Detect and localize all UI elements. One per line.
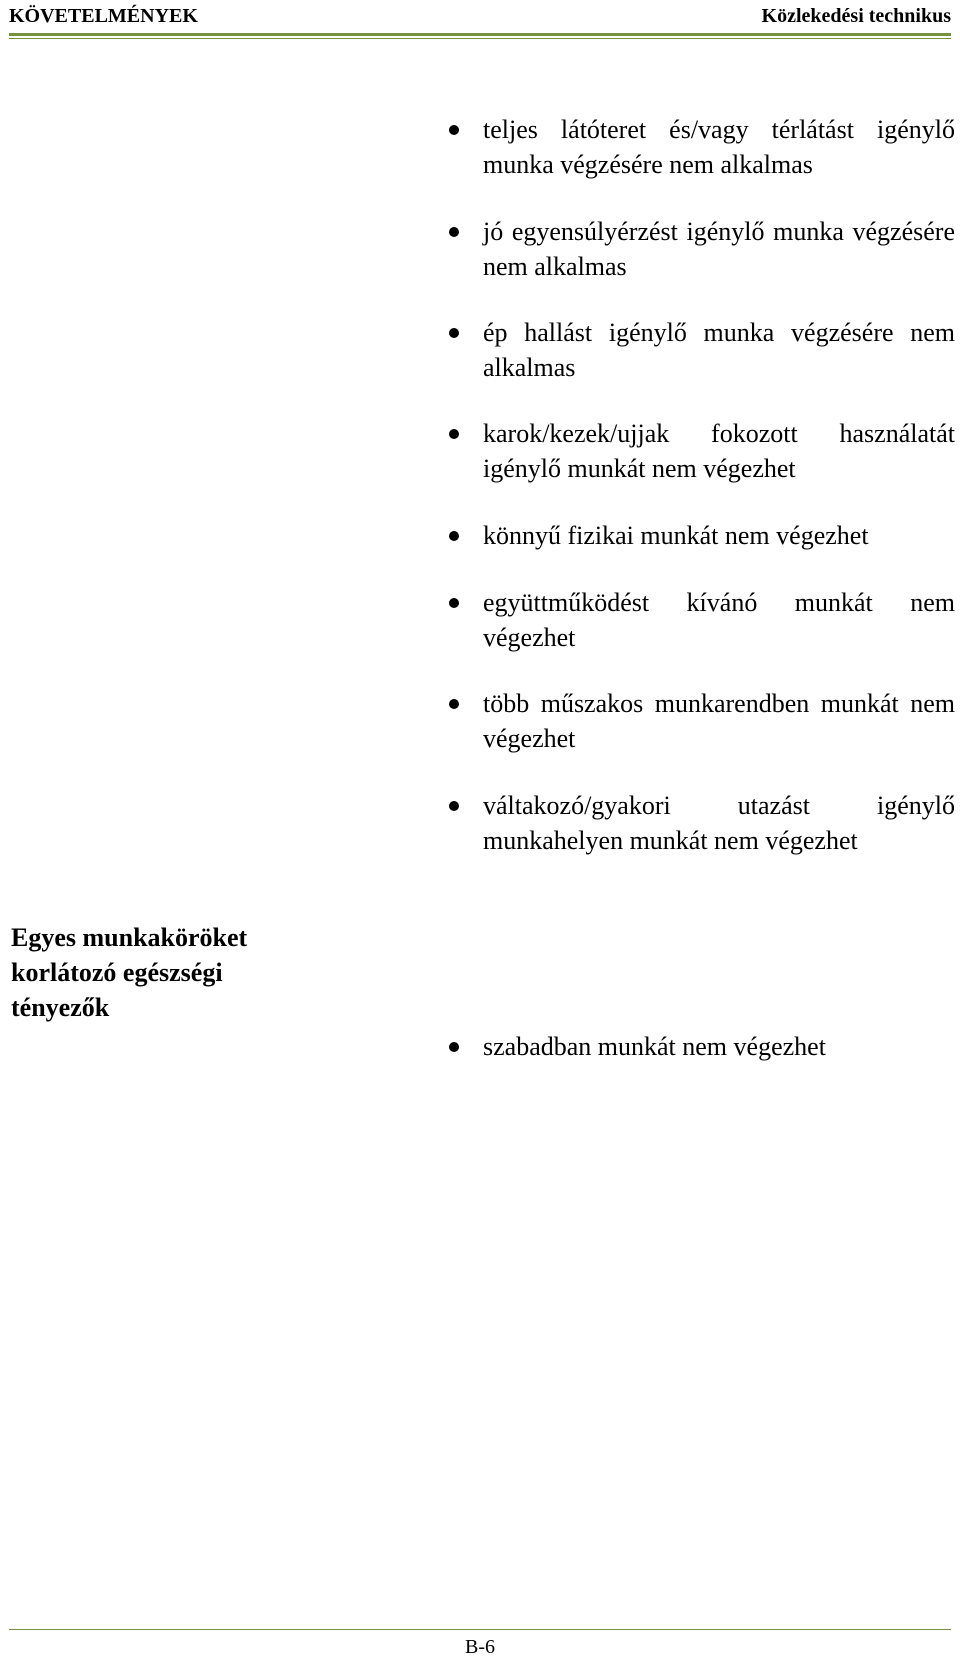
- bullet-icon: [449, 531, 459, 541]
- list-item: [483, 686, 955, 756]
- page-header: [9, 4, 951, 28]
- bullet-icon: [449, 429, 459, 439]
- bullet-icon: [449, 227, 459, 237]
- bullet-icon: [449, 699, 459, 709]
- footer-rule: [9, 1629, 951, 1630]
- list-item: [483, 585, 955, 655]
- header-rule-thin: [9, 38, 951, 39]
- bullet-icon: [449, 598, 459, 608]
- header-rule: [9, 33, 951, 36]
- list-item: [483, 518, 955, 553]
- list-item: [483, 1029, 955, 1064]
- list-item: [483, 416, 955, 486]
- header-section-title: KÖVETELMÉNYEK: [9, 5, 198, 27]
- list-item-text: teljes látóteret és/vagy térlátást igénylő munka végzésére nem alkalmas: [483, 115, 955, 179]
- list-item-text: karok/kezek/ujjak fokozott használatát igénylő munkát nem végezhet: [483, 419, 955, 483]
- bullet-icon: [449, 328, 459, 338]
- bullet-icon: [449, 1042, 459, 1052]
- list-item: [483, 788, 955, 858]
- list-item-text: könnyű fizikai munkát nem végezhet: [483, 521, 869, 550]
- list-item: [483, 214, 955, 284]
- list-item: [483, 315, 955, 385]
- list-item-text: szabadban munkát nem végezhet: [483, 1032, 826, 1061]
- list-item-text: ép hallást igénylő munka végzésére nem alkalmas: [483, 318, 955, 382]
- list-item: [483, 112, 955, 182]
- list-item-text: jó egyensúlyérzést igénylő munka végzésére nem alkalmas: [483, 217, 955, 281]
- bullet-icon: [449, 801, 459, 811]
- section-heading: Egyes munkaköröket korlátozó egészségi tényezők: [11, 923, 248, 1022]
- list-item-text: együttműködést kívánó munkát nem végezhet: [483, 588, 955, 652]
- bullet-icon: [449, 125, 459, 135]
- page-number: B-6: [465, 1636, 495, 1658]
- header-document-title: Közlekedési technikus: [761, 5, 951, 27]
- list-item-text: váltakozó/gyakori utazást igénylő munkahelyen munkát nem végezhet: [483, 791, 955, 855]
- list-item-text: több műszakos munkarendben munkát nem végezhet: [483, 689, 955, 753]
